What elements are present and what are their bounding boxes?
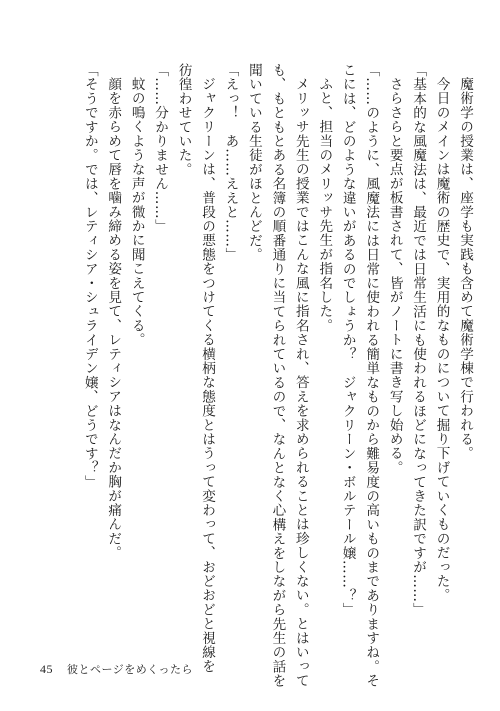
text-column-5: 「……のように、風魔法には日常に使われる簡単なものから難易度の高いものまでありますね。そ [363, 63, 380, 688]
text-column-11: 「えっ！ あ……ええと……」 [222, 63, 239, 262]
text-column-3: 「基本的な風魔法は、最近では日常生活にも使われるほどになってきた訳ですが……」 [410, 63, 427, 617]
text-column-13: 彷徨わせていた。 [175, 63, 192, 177]
text-column-1: 魔術学の授業は、座学も実践も含めて魔術学棟で行われる。 [457, 76, 473, 460]
text-column-12: ジャクリーンは、普段の悪態をつけてくる横柄な態度とはうって変わって、おどおどと視線を [199, 76, 216, 673]
text-column-7: ふと、担当のメリッサ先生が指名した。 [316, 76, 333, 333]
text-column-9: も、もともとある名簿の順番通りに当てられているので、なんとなく心構えをしながら先生の話を [269, 63, 286, 688]
text-column-15: 蚊の鳴くような声が微かに聞こえてくる。 [128, 76, 145, 347]
page-footer [40, 661, 193, 677]
text-column-17: 「そうですか。では、レティシア・シュライデン嬢、どうです？」 [81, 63, 98, 489]
text-column-14: 「……分かりません……」 [152, 63, 169, 234]
text-column-10: 聞いている生徒がほとんどだ。 [245, 63, 262, 262]
text-column-2: 今日のメインは魔術の歴史で、実用的なものについて掘り下げていくものだった。 [433, 76, 450, 602]
page-number: 45 [40, 662, 53, 676]
text-column-6: こには、どのような違いがあるのでしょうか？ ジャクリーン・ボルテール嬢……？」 [339, 63, 356, 617]
text-column-8: メリッサ先生の授業ではこんな風に指名され、答えを求められることは珍しくない。とはいって [292, 76, 309, 688]
running-title: 彼とページをめくったら [67, 663, 194, 676]
text-column-16: 顔を赤らめて唇を噛み締める姿を見て、レティシアはなんだか胸が痛んだ。 [105, 76, 122, 560]
text-column-4: さらさらと要点が板書されて、皆がノートに書き写し始める。 [386, 76, 403, 475]
